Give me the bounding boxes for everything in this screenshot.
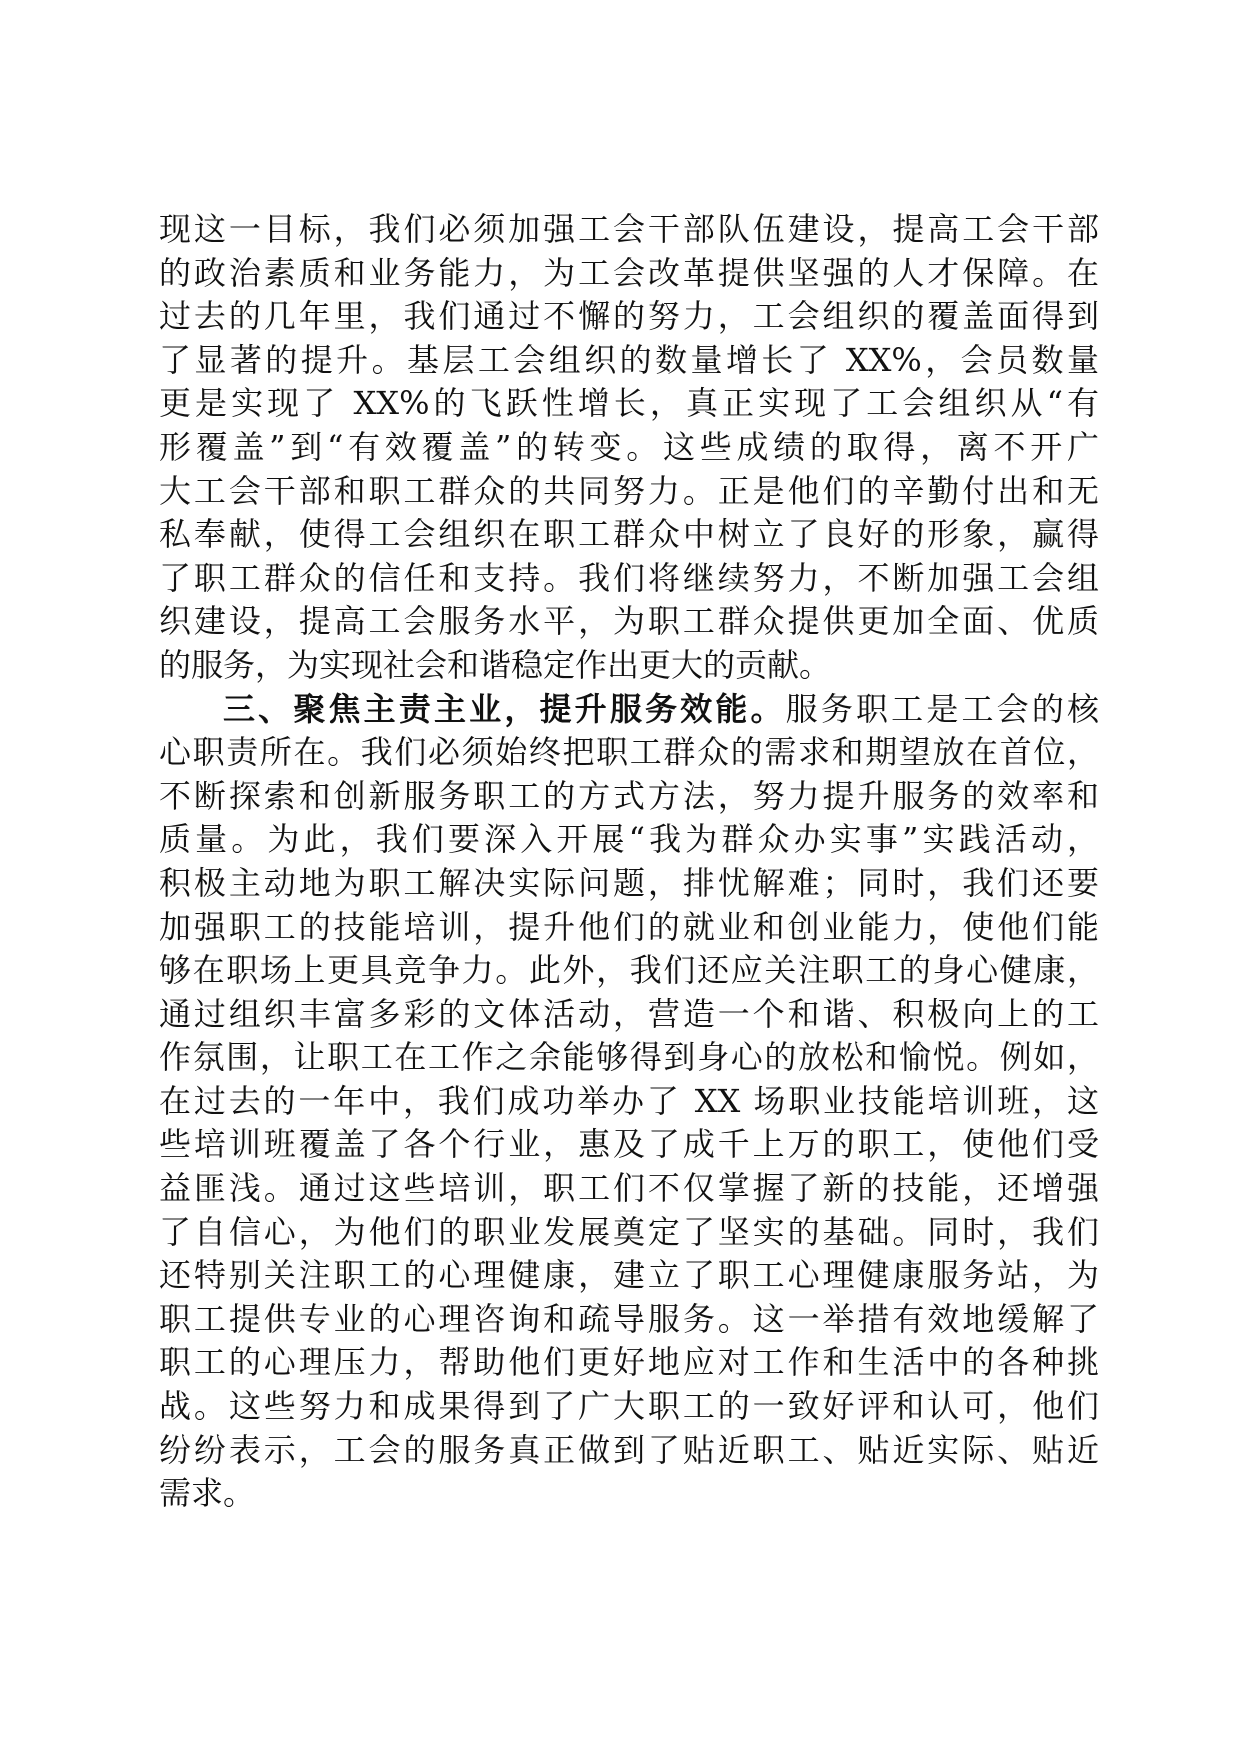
text-line: 职工的心理压力，帮助他们更好地应对工作和生活中的各种挑 [159, 1343, 1099, 1382]
text-line: 更是实现了 XX%的飞跃性增长，真正实现了工会组织从“有 [159, 384, 1099, 423]
text-line: 织建设，提高工会服务水平，为职工群众提供更加全面、优质 [159, 602, 1099, 641]
text-line: 不断探索和创新服务职工的方式方法，努力提升服务的效率和 [159, 776, 1099, 815]
text-line: 些培训班覆盖了各个行业，惠及了成千上万的职工，使他们受 [159, 1125, 1099, 1164]
text-line: 过去的几年里，我们通过不懈的努力，工会组织的覆盖面得到 [159, 297, 1099, 336]
paragraph-2 [159, 688, 1099, 1516]
text-line: 了自信心，为他们的职业发展奠定了坚实的基础。同时，我们 [159, 1212, 1099, 1251]
text-line: 积极主动地为职工解决实际问题，排忧解难；同时，我们还要 [159, 863, 1099, 902]
text-line: 在过去的一年中，我们成功举办了 XX 场职业技能培训班，这 [159, 1081, 1099, 1120]
text-line: 私奉献，使得工会组织在职工群众中树立了良好的形象，赢得 [159, 515, 1099, 554]
text-run: 服务职工是工会的核 [785, 689, 1099, 728]
text-line: 质量。为此，我们要深入开展“我为群众办实事”实践活动， [159, 820, 1099, 859]
text-line: 形覆盖”到“有效覆盖”的转变。这些成绩的取得，离不开广 [159, 427, 1099, 466]
paragraph-1 [159, 208, 1099, 688]
text-line: 心职责所在。我们必须始终把职工群众的需求和期望放在首位， [159, 733, 1099, 772]
text-line: 还特别关注职工的心理健康，建立了职工心理健康服务站，为 [159, 1256, 1099, 1295]
text-line: 战。这些努力和成果得到了广大职工的一致好评和认可，他们 [159, 1387, 1099, 1426]
text-line: 大工会干部和职工群众的共同努力。正是他们的辛勤付出和无 [159, 471, 1099, 510]
section-heading: 三、聚焦主责主业，提升服务效能。 [223, 689, 786, 728]
text-line: 够在职场上更具竞争力。此外，我们还应关注职工的身心健康， [159, 951, 1099, 990]
text-line: 了显著的提升。基层工会组织的数量增长了 XX%，会员数量 [159, 340, 1099, 379]
text-line: 通过组织丰富多彩的文体活动，营造一个和谐、积极向上的工 [159, 994, 1099, 1033]
text-line: 作氛围，让职工在工作之余能够得到身心的放松和愉悦。例如， [159, 1038, 1099, 1077]
text-line: 的政治素质和业务能力，为工会改革提供坚强的人才保障。在 [159, 253, 1099, 292]
text-line: 了职工群众的信任和支持。我们将继续努力，不断加强工会组 [159, 558, 1099, 597]
text-line: 现这一目标，我们必须加强工会干部队伍建设，提高工会干部 [159, 210, 1099, 248]
text-line: 益匪浅。通过这些培训，职工们不仅掌握了新的技能，还增强 [159, 1169, 1099, 1208]
text-line: 的服务，为实现社会和谐稳定作出更大的贡献。 [159, 645, 832, 684]
section-first-line [159, 688, 1099, 732]
text-line: 纷纷表示，工会的服务真正做到了贴近职工、贴近实际、贴近 [159, 1430, 1099, 1469]
text-line: 需求。 [159, 1474, 256, 1513]
text-line: 加强职工的技能培训，提升他们的就业和创业能力，使他们能 [159, 907, 1099, 946]
body-text [159, 208, 1099, 1516]
text-line: 职工提供专业的心理咨询和疏导服务。这一举措有效地缓解了 [159, 1299, 1099, 1338]
